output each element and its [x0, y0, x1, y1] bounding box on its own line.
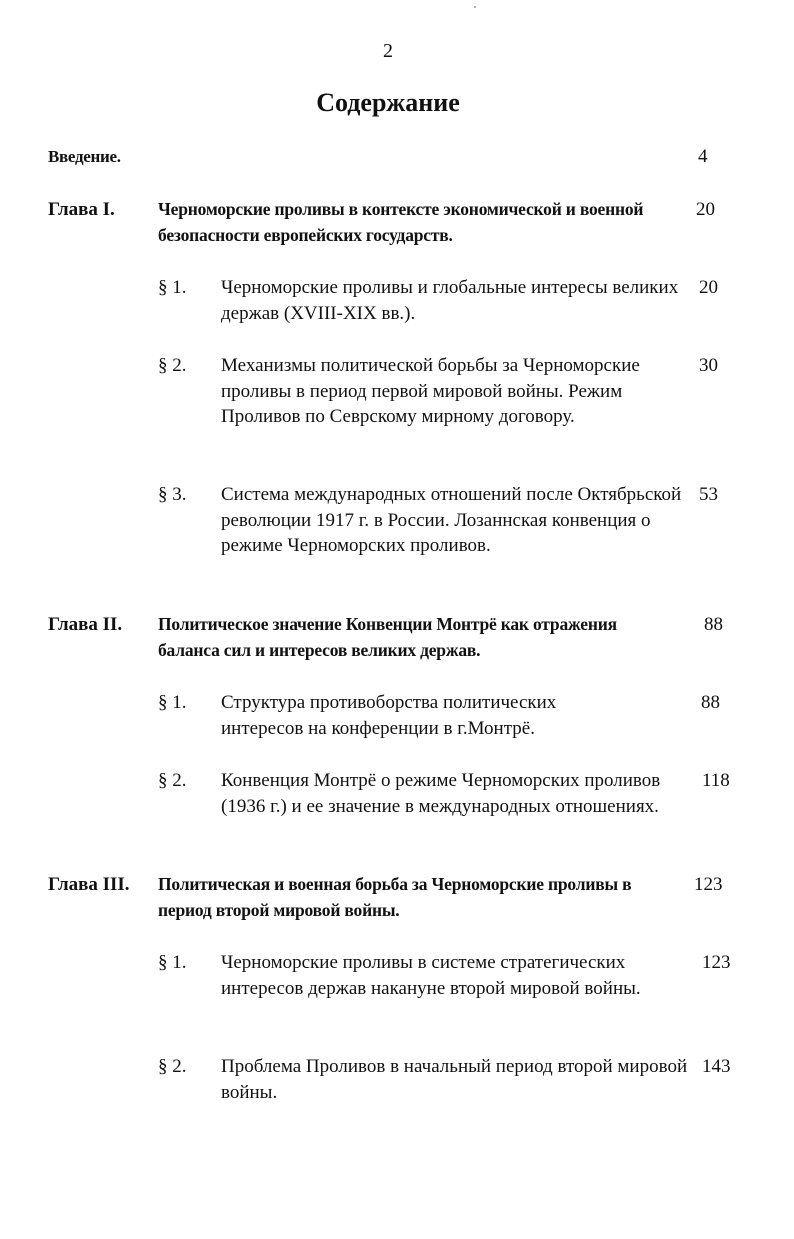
- toc-chapter-2: [0, 612, 794, 664]
- page-title: Содержание: [316, 88, 460, 117]
- toc-section-3-1: [0, 950, 794, 1028]
- toc-chapter-1-title: Черноморские проливы в контексте экономической и военной безопасности европейских государств.: [158, 199, 644, 245]
- toc-section-1-1-label: § 1.: [158, 277, 187, 298]
- toc-chapter-3-title: Политическая и военная борьба за Черноморские проливы в период второй мировой войны.: [158, 874, 632, 920]
- toc-section-2-2-title: Конвенция Монтрё о режиме Черноморских проливов (1936 г.) и ее значение в международных отношениях.: [221, 770, 661, 817]
- toc-section-2-1-label: § 1.: [158, 692, 187, 713]
- toc-section-2-2-label: § 2.: [158, 770, 187, 791]
- toc-section-1-3-label: § 3.: [158, 484, 187, 505]
- toc-section-3-2-label: § 2.: [158, 1056, 187, 1077]
- toc-chapter-3-page: 123: [694, 874, 723, 895]
- toc-section-1-1-page: 20: [699, 277, 718, 298]
- toc-section-1-2-page: 30: [699, 355, 718, 376]
- toc-entry-introduction: [0, 144, 794, 170]
- toc-section-3-1-page: 123: [702, 952, 731, 973]
- toc-section-1-2: [0, 353, 794, 457]
- toc-chapter-1-page: 20: [696, 199, 715, 220]
- toc-section-2-1-page: 88: [701, 692, 720, 713]
- toc-section-2-2-page: 118: [702, 770, 730, 791]
- toc-section-1-2-title: Механизмы политической борьбы за Черноморские проливы в период первой мировой войны. Режим Проливов по Севрскому мирному договору.: [221, 355, 640, 427]
- toc-section-1-1: [0, 275, 794, 327]
- toc-intro-label: Введение.: [48, 147, 121, 166]
- toc-section-1-3-title: Система международных отношений после Октябрьской революции 1917 г. в России. Лозаннская конвенция о режиме Черноморских проливов.: [221, 484, 682, 556]
- toc-intro-page: 4: [698, 146, 708, 167]
- toc-section-1-3-page: 53: [699, 484, 718, 505]
- toc-section-2-1: [0, 690, 794, 742]
- toc-section-2-1-title: Структура противоборства политических интересов на конференции в г.Монтрё.: [221, 692, 557, 739]
- toc-section-1-2-label: § 2.: [158, 355, 187, 376]
- toc-section-3-1-label: § 1.: [158, 952, 187, 973]
- toc-chapter-1: [0, 197, 794, 249]
- toc-section-3-2-page: 143: [702, 1056, 731, 1077]
- toc-section-3-1-title: Черноморские проливы в системе стратегических интересов держав накануне второй мировой войны.: [221, 952, 641, 999]
- toc-chapter-2-title: Политическое значение Конвенции Монтрё как отражения баланса сил и интересов великих держав.: [158, 614, 617, 660]
- toc-chapter-3-label: Глава III.: [48, 874, 130, 895]
- scan-artifact-dot: [474, 6, 476, 8]
- toc-chapter-2-page: 88: [704, 614, 723, 635]
- toc-section-1-3: [0, 482, 794, 586]
- toc-section-2-2: [0, 768, 794, 846]
- toc-chapter-1-label: Глава I.: [48, 199, 115, 220]
- toc-chapter-3: [0, 872, 794, 924]
- toc-section-1-1-title: Черноморские проливы и глобальные интересы великих держав (XVIII-XIX вв.).: [221, 277, 679, 324]
- page-number: 2: [383, 40, 393, 62]
- toc-chapter-2-label: Глава II.: [48, 614, 123, 635]
- toc-section-3-2: [0, 1054, 794, 1106]
- toc-section-3-2-title: Проблема Проливов в начальный период второй мировой войны.: [221, 1056, 688, 1103]
